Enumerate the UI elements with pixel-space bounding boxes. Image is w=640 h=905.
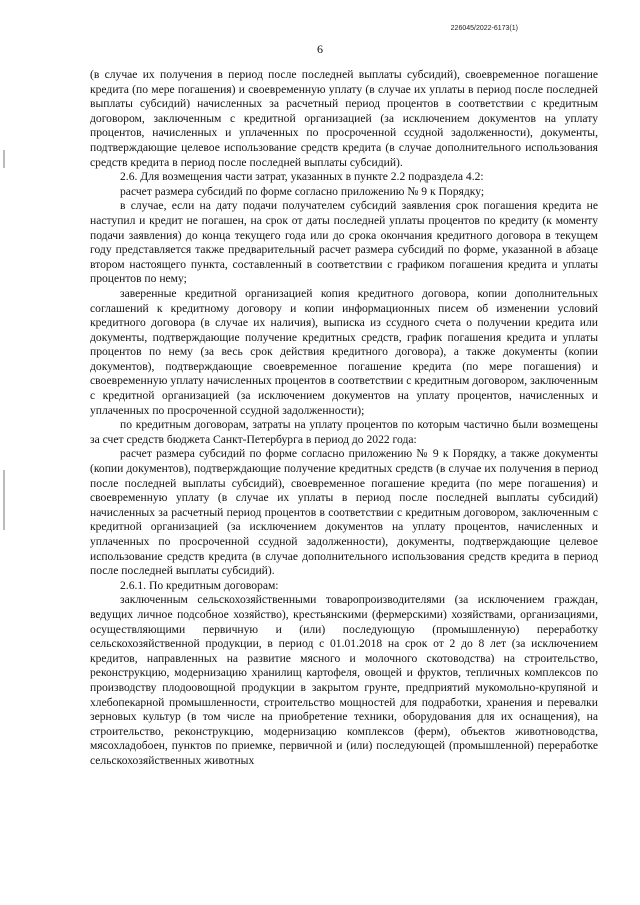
paragraph: по кредитным договорам, затраты на уплату процентов по которым частично были возмещены за счет средств бюджета Санкт-Петербурга в период до 2022 года: (90, 418, 598, 446)
paragraph: 2.6. Для возмещения части затрат, указанных в пункте 2.2 подраздела 4.2: (120, 170, 484, 184)
paragraph: 2.6.1. По кредитным договорам: (120, 578, 279, 592)
paragraph: в случае, если на дату подачи получателем субсидий заявления срок погашения кредита не наступил и кредит не погашен, на срок от даты последней уплаты процентов по кредиту (к моменту подачи заявления) до конца текущего года или до срока окончания кредитного договора в текущем году представляется также предварительный расчет размера субсидий по форме, указанной в абзаце втором настоящего пункта, составленный в соответствии с графиком погашения кредита и уплаты процентов по нему; (90, 199, 598, 286)
document-body (90, 68, 598, 769)
paragraph: заверенные кредитной организацией копия кредитного договора, копии дополнительных соглашений к кредитному договору и копии информационных писем об изменении условий кредитного договора (в случае их наличия), выписка из ссудного счета о получении кредита или документы, подтверждающие получение кредитных средств, график погашения кредита и уплаты процентов по нему (за весь срок действия кредитного договора), а также документы (копии документов), подтверждающие своевременное погашение кредита (по мере погашения) и своевременную уплату начисленных процентов в соответствии с кредитным договором, заключенным с кредитной организацией (за исключением документов на уплату процентов, начисленных и уплаченных по просроченной ссудной задолженности); (90, 286, 598, 417)
paragraph: расчет размера субсидий по форме согласно приложению № 9 к Порядку, а также документы (копии документов), подтверждающие получение кредитных средств (в случае их получения в период после последней выплаты субсидий), своевременное погашение кредита (по мере погашения) и своевременную уплату (в случае их уплаты в период после последней выплаты субсидий) начисленных за расчетный период процентов в соответствии с кредитным договором, заключенным с кредитной организацией (за исключением документов на уплату процентов, начисленных и уплаченных по просроченной ссудной задолженности), документы, подтверждающие целевое использование средств кредита (в случае дополнительного использования средств кредита в период после последней выплаты субсидий). (90, 447, 598, 578)
page-number: 6 (317, 42, 323, 56)
paragraph: (в случае их получения в период после последней выплаты субсидий), своевременное погашение кредита (по мере погашения) и своевременную уплату (в случае их уплаты в период после последней выплаты субсидий) начисленных за расчетный период процентов в соответствии с кредитным договором, заключенным с кредитной организацией (за исключением документов на уплату процентов, начисленных и уплаченных по просроченной ссудной задолженности), документы, подтверждающие целевое использование средств кредита (в случае дополнительного использования средств кредита в период после последней выплаты субсидий). (90, 68, 598, 169)
scan-edge-mark (3, 470, 5, 530)
paragraph: расчет размера субсидий по форме согласно приложению № 9 к Порядку; (120, 184, 485, 198)
paragraph: заключенным сельскохозяйственными товаропроизводителями (за исключением граждан, ведущих личное подсобное хозяйство), крестьянскими (фермерскими) хозяйствами, организациями, осуществляющими первичную и (или) последующую (промышленную) переработку сельскохозяйственной продукции, в период с 01.01.2018 на срок от 2 до 8 лет (за исключением кредитов, направленных на развитие мясного и молочного скотоводства) на строительство, реконструкцию, модернизацию хранилищ картофеля, овощей и фруктов, тепличных комплексов по производству плодоовощной продукции в закрытом грунте, предприятий мукомольно-крупяной и хлебопекарной промышленности, строительство мощностей для подработки, хранения и перевалки зерновых культур (в том числе на приобретение техники, оборудования для их оснащения), на строительство, реконструкцию, модернизацию комплексов (ферм), объектов животноводства, мясохладобоен, пунктов по приемке, первичной и (или) последующей (промышленной) переработке сельскохозяйственных животных (90, 593, 598, 767)
scan-edge-mark (3, 150, 5, 168)
document-id: 226045/2022-6173(1) (450, 25, 518, 32)
